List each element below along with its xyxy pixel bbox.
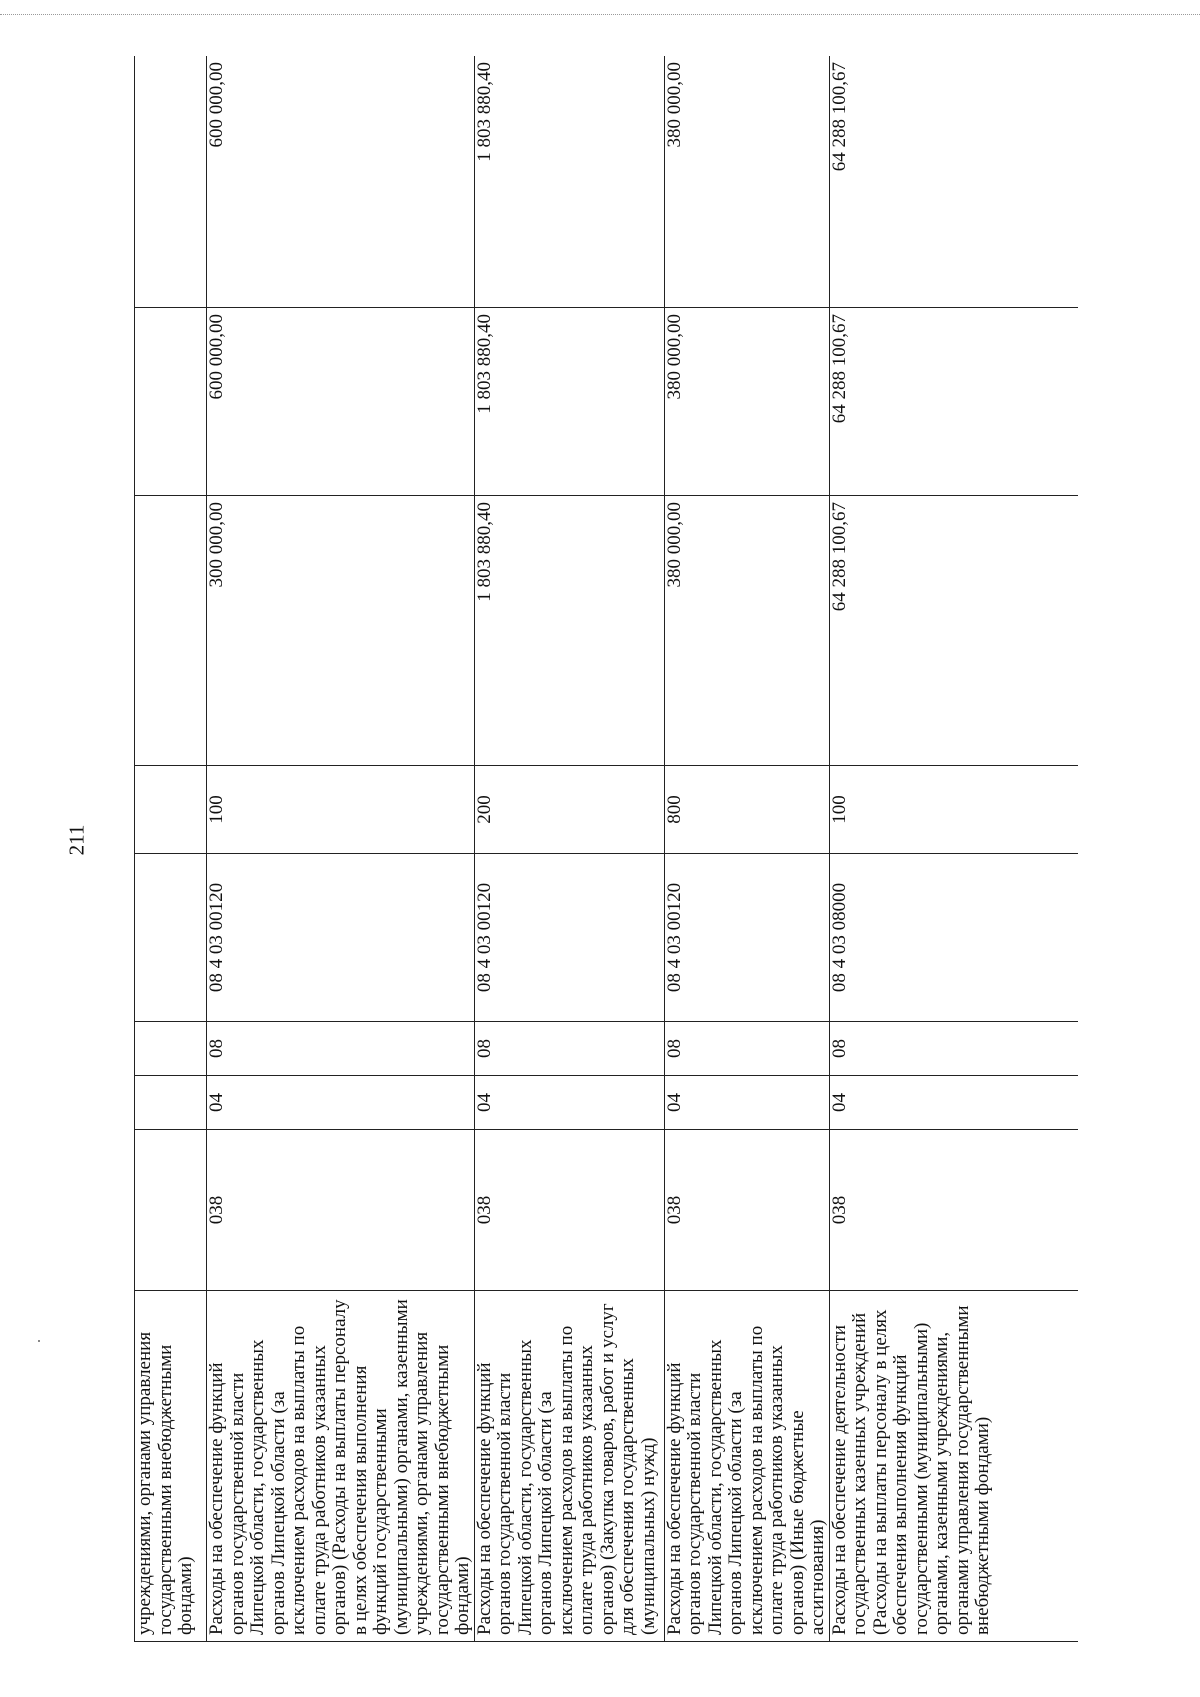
admin-code: 038	[474, 1130, 664, 1291]
section-code: 04	[829, 1076, 1078, 1130]
section-code	[135, 1076, 207, 1130]
amount-year-3: 600 000,00	[207, 56, 475, 308]
row-description: Расходы на обеспечение деятельности государственных казенных учреждений (Расходы на выплаты персоналу в целях обеспечения выполнения функций государственными (муниципальными) органами, казенными учреждениями, органами управления государственными внебюджетными фондами)	[829, 1291, 1078, 1642]
expense-type: 200	[474, 766, 664, 854]
amount-year-3: 64 288 100,67	[829, 56, 1078, 308]
subsection-code: 08	[664, 1022, 829, 1076]
expense-type: 100	[829, 766, 1078, 854]
target-article: 08 4 03 00120	[474, 854, 664, 1022]
target-article	[135, 854, 207, 1022]
rotated-table-container	[134, 56, 1078, 1642]
amount-year-2: 1 803 880,40	[474, 308, 664, 496]
amount-year-2: 380 000,00	[664, 308, 829, 496]
table-row	[829, 56, 1078, 1642]
amount-year-3: 380 000,00	[664, 56, 829, 308]
scan-speck	[38, 1340, 40, 1342]
page-number: 211	[64, 824, 89, 856]
admin-code: 038	[207, 1130, 475, 1291]
target-article: 08 4 03 00120	[207, 854, 475, 1022]
target-article: 08 4 03 00120	[664, 854, 829, 1022]
subsection-code	[135, 1022, 207, 1076]
rotated-table-frame	[134, 56, 1078, 1642]
section-code: 04	[664, 1076, 829, 1130]
subsection-code: 08	[207, 1022, 475, 1076]
row-description: Расходы на обеспечение функций органов государственной власти Липецкой области, государственных органов Липецкой области (за исключением расходов на выплаты по оплате труда работников указанных органов) (Закупка товаров, работ и услуг для обеспечения государственных (муниципальных) нужд)	[474, 1291, 664, 1642]
amount-year-1: 380 000,00	[664, 496, 829, 766]
table-row	[474, 56, 664, 1642]
row-description: Расходы на обеспечение функций органов государственной власти Липецкой области, государственных органов Липецкой области (за исключением расходов на выплаты по оплате труда работников указанных органов) (Расходы на выплаты персоналу в целях обеспечения выполнения функций государственными (муниципальными) органами, казенными учреждениями, органами управления государственными внебюджетными фондами)	[207, 1291, 475, 1642]
expense-type: 100	[207, 766, 475, 854]
budget-table	[134, 56, 1078, 1642]
amount-year-2: 600 000,00	[207, 308, 475, 496]
amount-year-3: 1 803 880,40	[474, 56, 664, 308]
amount-year-1: 64 288 100,67	[829, 496, 1078, 766]
amount-year-1: 1 803 880,40	[474, 496, 664, 766]
admin-code: 038	[829, 1130, 1078, 1291]
amount-year-1: 300 000,00	[207, 496, 475, 766]
section-code: 04	[207, 1076, 475, 1130]
amount-year-3	[135, 56, 207, 308]
target-article: 08 4 03 08000	[829, 854, 1078, 1022]
admin-code: 038	[664, 1130, 829, 1291]
amount-year-1	[135, 496, 207, 766]
subsection-code: 08	[474, 1022, 664, 1076]
row-description: учреждениями, органами управления государственными внебюджетными фондами)	[135, 1291, 207, 1642]
expense-type: 800	[664, 766, 829, 854]
table-row	[135, 56, 207, 1642]
section-code: 04	[474, 1076, 664, 1130]
amount-year-2: 64 288 100,67	[829, 308, 1078, 496]
row-description: Расходы на обеспечение функций органов государственной власти Липецкой области, государственных органов Липецкой области (за исключением расходов на выплаты по оплате труда работников указанных органов) (Иные бюджетные ассигнования)	[664, 1291, 829, 1642]
table-row	[207, 56, 475, 1642]
subsection-code: 08	[829, 1022, 1078, 1076]
table-row	[664, 56, 829, 1642]
expense-type	[135, 766, 207, 854]
amount-year-2	[135, 308, 207, 496]
scan-edge	[0, 14, 1200, 15]
admin-code	[135, 1130, 207, 1291]
